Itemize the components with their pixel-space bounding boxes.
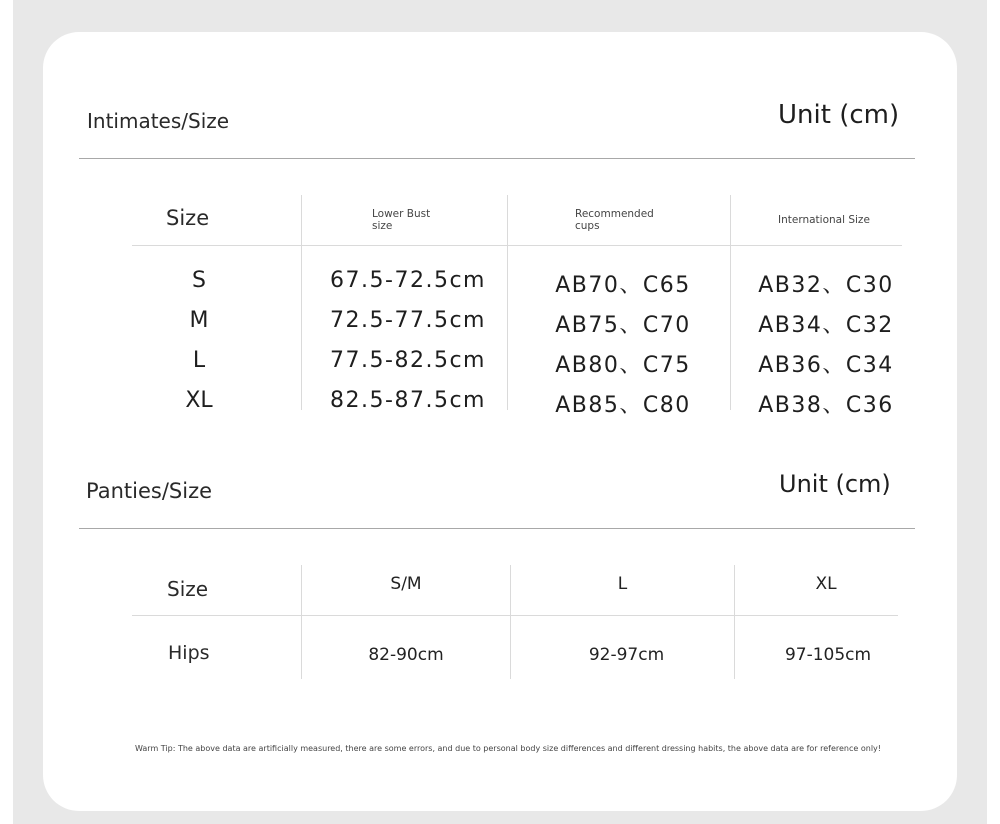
row-cups: AB75、C70: [555, 313, 691, 338]
hips-sm: 82-90cm: [368, 645, 444, 665]
column-divider: [301, 195, 302, 410]
header-lower-bust-line1: Lower Bust: [372, 208, 431, 220]
row-size: L: [192, 348, 206, 373]
row-lower-bust: 82.5-87.5cm: [330, 388, 486, 413]
header-size: Size: [167, 577, 209, 601]
hips-xl: 97-105cm: [784, 645, 872, 665]
column-divider: [730, 195, 731, 410]
panties-unit: Unit (cm): [779, 470, 891, 498]
row-lower-bust: 67.5-72.5cm: [330, 268, 486, 293]
header-cups-line1: Recommended: [575, 208, 654, 220]
header-lower-bust: [372, 208, 430, 232]
column-divider: [507, 195, 508, 410]
row-size: XL: [185, 388, 213, 413]
size-chart-card: [43, 32, 957, 811]
row-international: AB38、C36: [758, 393, 894, 418]
intimates-unit: Unit (cm): [778, 100, 900, 130]
header-xl: XL: [815, 574, 837, 594]
header-recommended-cups: [575, 208, 654, 232]
header-size: Size: [166, 206, 210, 230]
header-lower-bust-line2: size: [372, 220, 393, 232]
row-cups: AB80、C75: [555, 353, 691, 378]
row-size: M: [189, 308, 209, 333]
row-label-hips: Hips: [168, 642, 210, 664]
warm-tip: Warm Tip: The above data are artificially measured, there are some errors, and due to personal body size differences and different dressing habits, the above data are for reference only!: [135, 744, 881, 753]
row-international: AB34、C32: [758, 313, 894, 338]
header-cups-line2: cups: [575, 220, 600, 232]
row-lower-bust: 72.5-77.5cm: [330, 308, 486, 333]
row-size: S: [192, 268, 206, 293]
header-international-size: International Size: [778, 214, 870, 226]
panties-title: Panties/Size: [86, 479, 213, 503]
row-cups: AB85、C80: [555, 393, 691, 418]
row-international: AB36、C34: [758, 353, 894, 378]
header-sm: S/M: [390, 574, 422, 594]
panties-divider: [79, 528, 915, 529]
row-international: AB32、C30: [758, 273, 894, 298]
intimates-title: Intimates/Size: [87, 109, 230, 133]
row-cups: AB70、C65: [555, 273, 691, 298]
header-divider: [132, 615, 898, 616]
row-lower-bust: 77.5-82.5cm: [330, 348, 486, 373]
intimates-divider: [79, 158, 915, 159]
hips-l: 92-97cm: [588, 645, 665, 665]
header-l: L: [617, 574, 628, 594]
header-divider: [132, 245, 902, 246]
